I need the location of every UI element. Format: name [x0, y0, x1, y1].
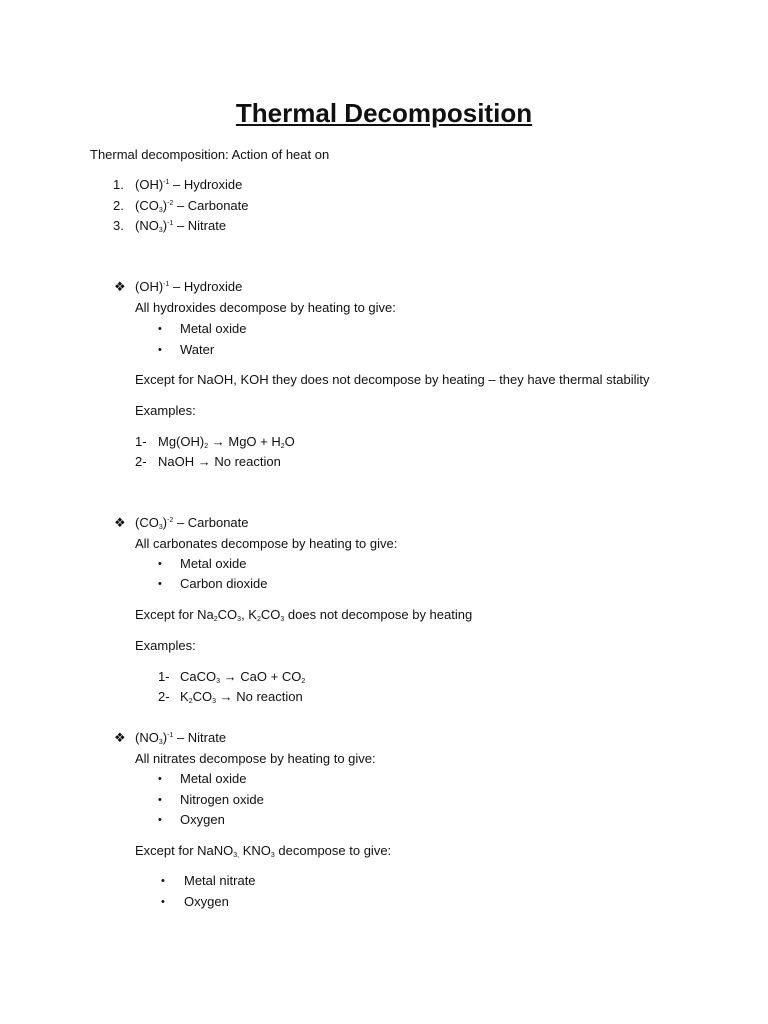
example-number: 1- [135, 434, 147, 449]
subscript: 3 [270, 852, 275, 859]
subscript: 2 [213, 616, 218, 623]
text-run: decompose to give: [274, 843, 392, 858]
subscript: 3, [233, 852, 240, 859]
bullet-icon: • [158, 344, 162, 356]
subscript: 2 [301, 678, 306, 685]
ion-name: – Hydroxide [169, 279, 243, 294]
subscript: 3 [280, 616, 285, 623]
formula: (CO [135, 198, 159, 213]
arrow-icon: → [219, 689, 233, 704]
ion-name: – Hydroxide [169, 177, 243, 192]
section-heading [135, 515, 249, 531]
subscript: 3 [158, 524, 163, 531]
reactant: CO [192, 689, 213, 704]
formula: (OH) [135, 279, 164, 294]
product: O [284, 434, 295, 449]
examples-label: Examples: [135, 638, 196, 653]
subscript: 3 [158, 227, 163, 234]
charge: -1 [167, 732, 174, 739]
section-intro: All hydroxides decompose by heating to give: [135, 300, 396, 315]
bullet-icon: • [158, 323, 162, 335]
arrow-icon: → [223, 669, 237, 684]
example-equation [180, 689, 303, 705]
page-title: Thermal Decomposition [235, 98, 533, 128]
bullet-item: Water [180, 342, 215, 357]
arrow-icon: → [197, 454, 211, 469]
examples-label: Examples: [135, 403, 196, 418]
subscript: 3 [237, 616, 242, 623]
example-number: 2- [158, 689, 170, 704]
bullet-item: Metal nitrate [184, 873, 256, 888]
subscript: 3 [212, 698, 216, 705]
ion-name: – Nitrate [173, 218, 227, 233]
diamond-bullet-icon: ❖ [114, 730, 126, 745]
bullet-item: Nitrogen oxide [180, 792, 264, 807]
list-item-nitrate [135, 218, 226, 234]
subscript: 2 [204, 443, 209, 450]
bullet-icon: • [161, 875, 165, 887]
reactant: K [180, 689, 189, 704]
list-number: 1. [113, 177, 124, 192]
text-run: CO [260, 607, 281, 622]
bullet-icon: • [158, 814, 162, 826]
section-heading [135, 279, 242, 295]
charge: -1 [163, 281, 170, 288]
ion-name: – Nitrate [173, 730, 227, 745]
bullet-item: Oxygen [180, 812, 225, 827]
subscript: 2 [188, 698, 193, 705]
charge: -1 [163, 179, 170, 186]
formula: ) [162, 730, 168, 745]
subscript: 3 [158, 207, 163, 214]
product: No reaction [214, 454, 281, 469]
section-intro: All carbonates decompose by heating to give: [135, 536, 398, 551]
bullet-icon: • [158, 794, 162, 806]
text-run: , K [241, 607, 257, 622]
bullet-item: Metal oxide [180, 771, 247, 786]
text-run: CO [217, 607, 238, 622]
bullet-icon: • [158, 558, 162, 570]
list-item-hydroxide [135, 177, 242, 193]
reactant: CaCO [180, 669, 217, 684]
formula: (NO [135, 218, 159, 233]
ion-name: – Carbonate [173, 198, 249, 213]
formula: ) [162, 218, 168, 233]
example-equation [180, 669, 305, 685]
exception-text: Except for NaOH, KOH they does not decompose by heating – they have thermal stability [135, 372, 650, 387]
diamond-bullet-icon: ❖ [114, 279, 126, 294]
charge: -2 [167, 517, 174, 524]
product: No reaction [236, 689, 303, 704]
exception-text [135, 843, 391, 859]
charge: -2 [167, 200, 174, 207]
diamond-bullet-icon: ❖ [114, 515, 126, 530]
reactant: NaOH [158, 454, 195, 469]
subscript: 2 [280, 443, 285, 450]
subscript: 2 [256, 616, 261, 623]
formula: ) [162, 198, 168, 213]
exception-text [135, 607, 472, 623]
list-item-carbonate [135, 198, 249, 214]
list-number: 3. [113, 218, 124, 233]
bullet-icon: • [161, 896, 165, 908]
reactant: Mg(OH) [158, 434, 205, 449]
intro-text: Thermal decomposition: Action of heat on [90, 147, 330, 162]
product: MgO + H [228, 434, 281, 449]
subscript: 3 [216, 678, 221, 685]
arrow-icon: → [211, 434, 225, 449]
section-heading [135, 730, 226, 746]
formula: (NO [135, 730, 159, 745]
list-number: 2. [113, 198, 124, 213]
subscript: 3 [158, 739, 163, 746]
section-intro: All nitrates decompose by heating to give: [135, 751, 376, 766]
ion-name: – Carbonate [173, 515, 249, 530]
bullet-item: Carbon dioxide [180, 576, 268, 591]
bullet-icon: • [158, 578, 162, 590]
formula: ) [162, 515, 168, 530]
text-run: KNO [239, 843, 271, 858]
text-run: Except for Na [135, 607, 214, 622]
bullet-item: Metal oxide [180, 556, 247, 571]
formula: (OH) [135, 177, 164, 192]
example-number: 1- [158, 669, 170, 684]
bullet-item: Oxygen [184, 894, 229, 909]
bullet-item: Metal oxide [180, 321, 247, 336]
product: CaO + CO [240, 669, 302, 684]
example-equation [158, 454, 281, 470]
charge: -1 [167, 220, 174, 227]
example-equation [158, 434, 295, 450]
text-run: Except for NaNO [135, 843, 234, 858]
bullet-icon: • [158, 773, 162, 785]
text-run: does not decompose by heating [284, 607, 473, 622]
example-number: 2- [135, 454, 147, 469]
formula: (CO [135, 515, 159, 530]
